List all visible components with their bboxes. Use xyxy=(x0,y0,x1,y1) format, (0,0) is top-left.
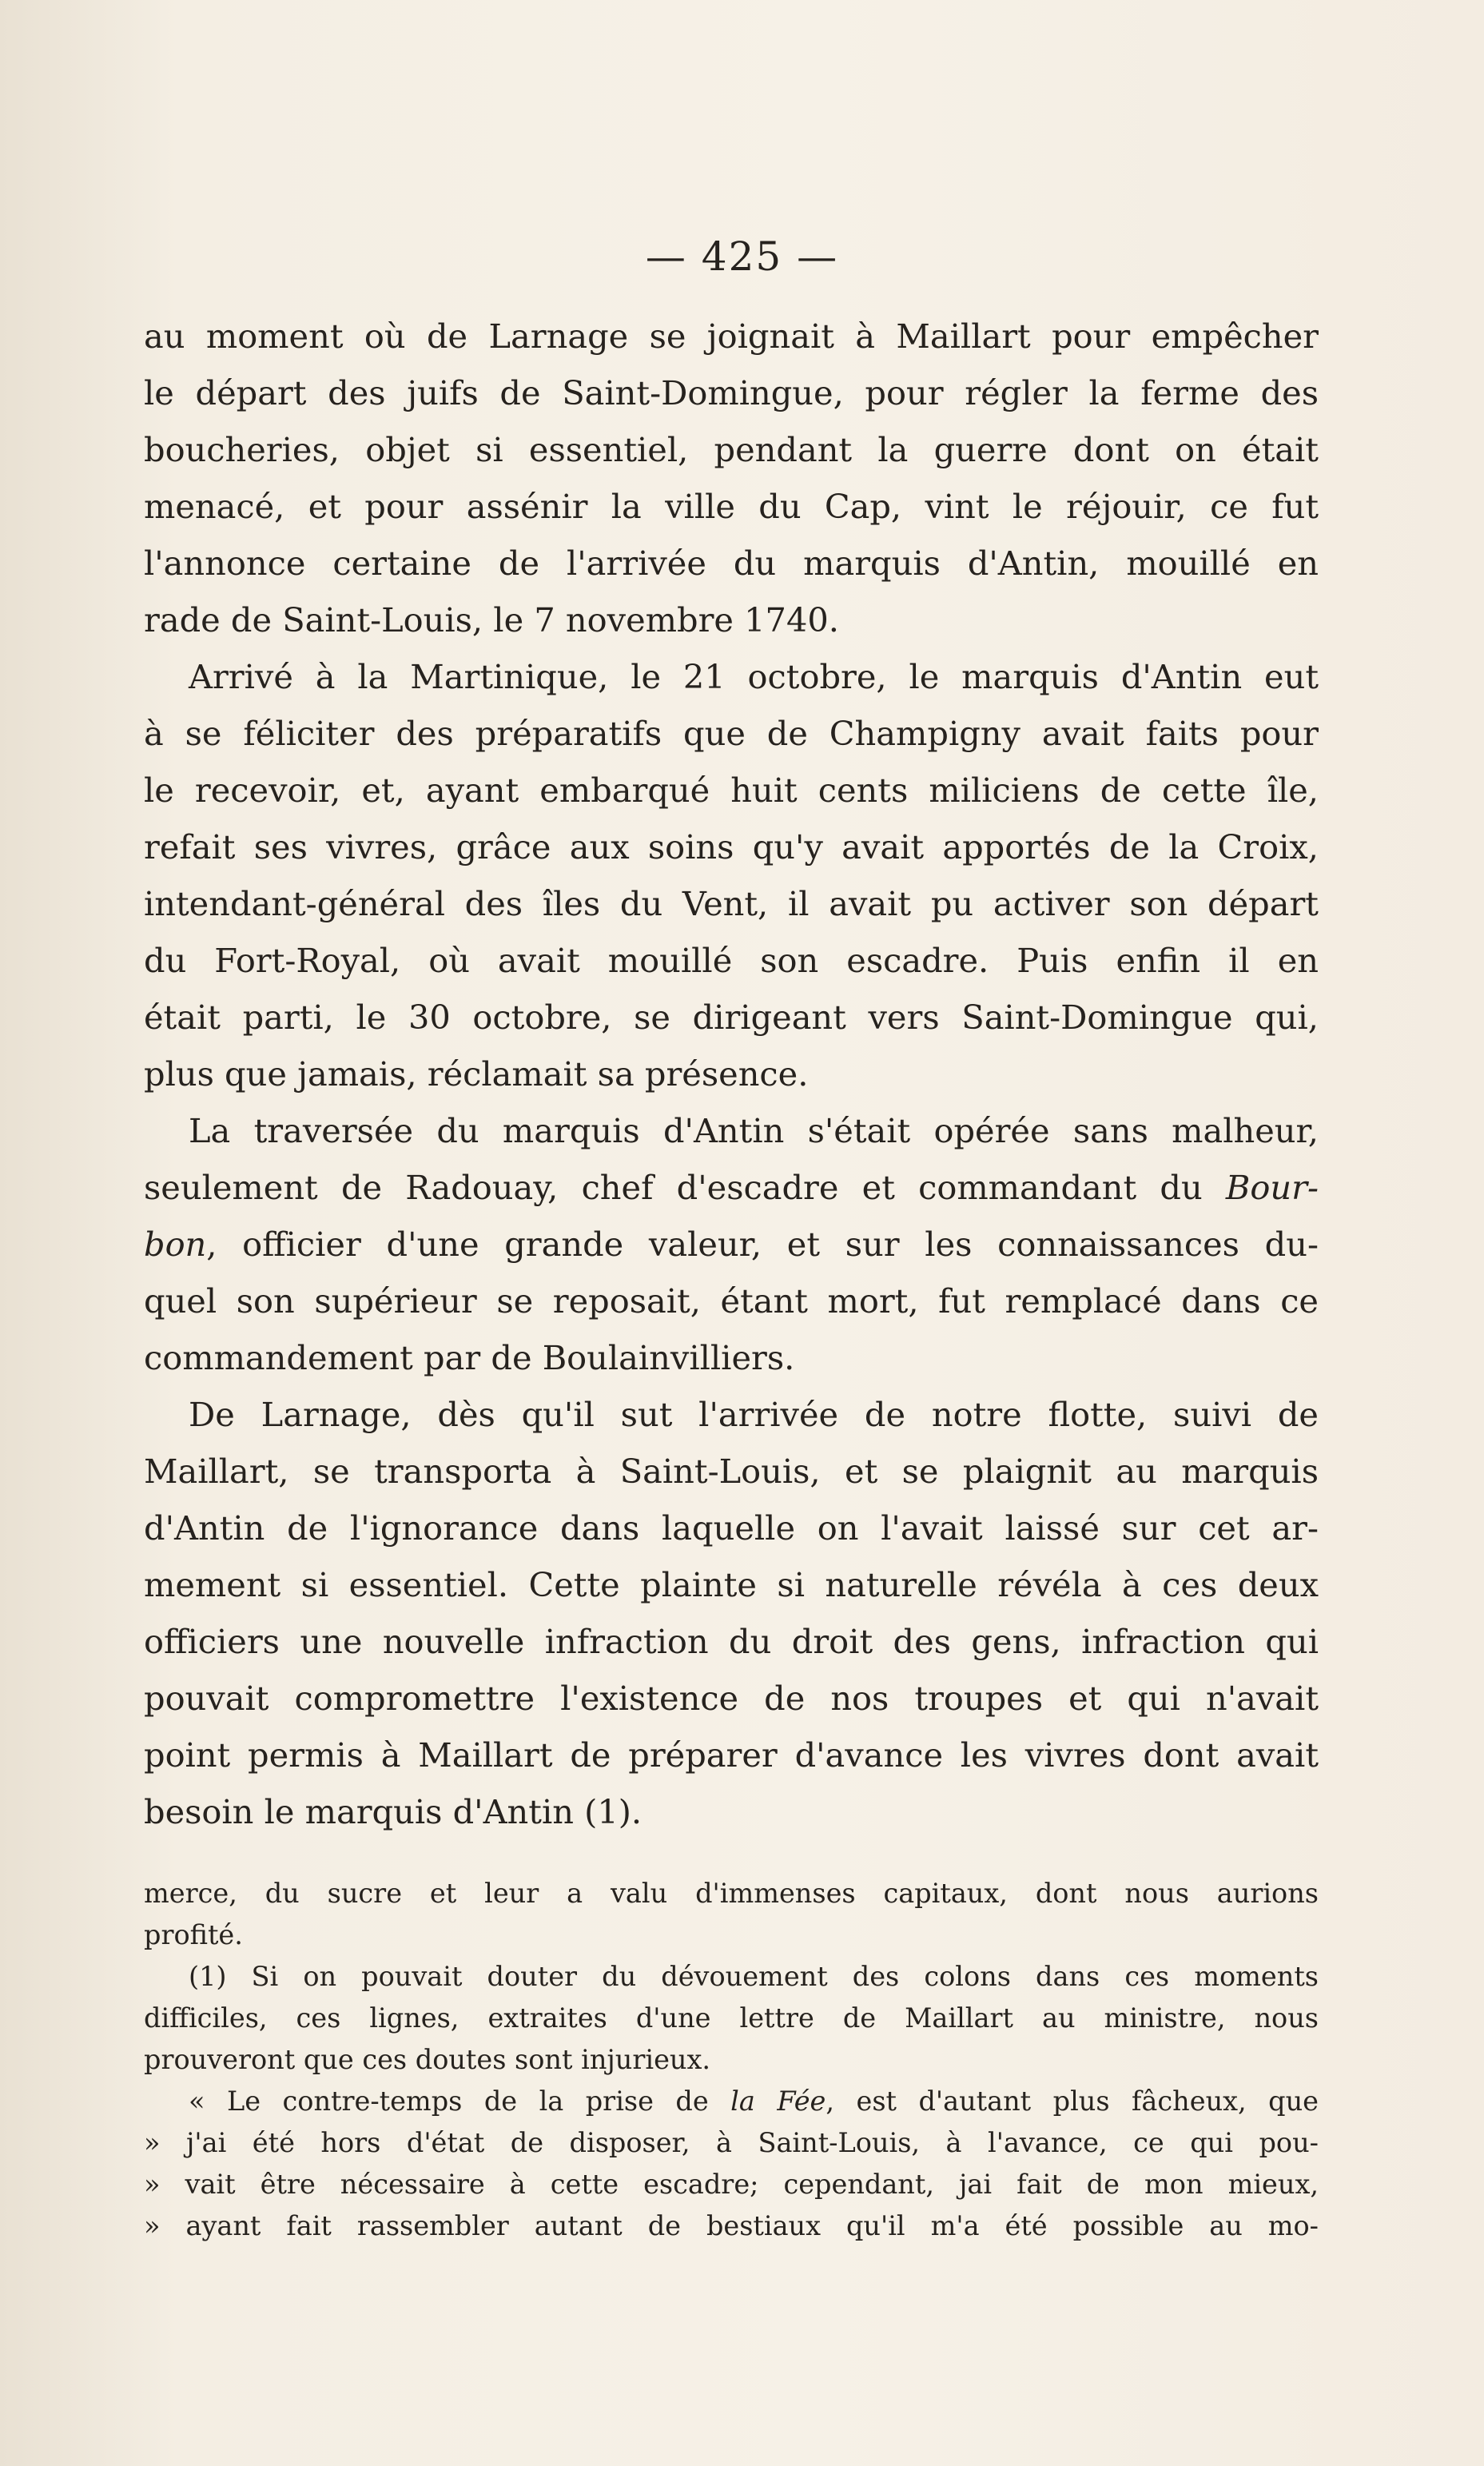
text-line: commandement par de Boulainvilliers. xyxy=(144,1338,795,1377)
text-line: le départ des juifs de Saint-Domingue, pour régler la ferme des xyxy=(144,373,1319,412)
text-line: Maillart, se transporta à Saint-Louis, et se plaignit au marquis xyxy=(144,1452,1319,1491)
text-line: La traversée du marquis d'Antin s'était opérée sans malheur, xyxy=(189,1111,1319,1150)
main-text xyxy=(144,308,1319,1840)
text-line: était parti, le 30 octobre, se dirigeant vers Saint-Domingue qui, xyxy=(144,998,1319,1037)
paragraph-2 xyxy=(144,648,1319,1102)
footnote-line: merce, du sucre et leur a valu d'immenses capitaux, dont nous aurions xyxy=(144,1878,1319,1909)
footnote-line: profité. xyxy=(144,1919,243,1950)
text-line: le recevoir, et, ayant embarqué huit cents miliciens de cette île, xyxy=(144,771,1319,810)
footnote-line: (1) Si on pouvait douter du dévouement des colons dans ces moments xyxy=(189,1961,1319,1992)
text-line: De Larnage, dès qu'il sut l'arrivée de notre flotte, suivi de xyxy=(189,1395,1319,1434)
text-line: Arrivé à la Martinique, le 21 octobre, le marquis d'Antin eut xyxy=(189,657,1319,696)
text-line: plus que jamais, réclamait sa présence. xyxy=(144,1054,809,1094)
text-segment: , officier d'une grande valeur, et sur les connaissances du- xyxy=(206,1225,1319,1264)
text-line: au moment où de Larnage se joignait à Maillart pour empêcher xyxy=(144,317,1319,356)
footnote-line: prouveront que ces doutes sont injurieux. xyxy=(144,2044,711,2075)
paragraph-4 xyxy=(144,1386,1319,1840)
text-line: mement si essentiel. Cette plainte si naturelle révéla à ces deux xyxy=(144,1565,1319,1604)
text-line: refait ses vivres, grâce aux soins qu'y avait apportés de la Croix, xyxy=(144,827,1319,866)
text-line: point permis à Maillart de préparer d'avance les vivres dont avait xyxy=(144,1735,1319,1775)
text-segment: seulement de Radouay, chef d'escadre et commandant du xyxy=(144,1168,1226,1207)
quote-segment: « Le contre-temps de la prise de xyxy=(189,2086,731,2117)
footnote-line: difficiles, ces lignes, extraites d'une lettre de Maillart au ministre, nous xyxy=(144,2002,1319,2034)
footnote-line: » j'ai été hors d'état de disposer, à Saint-Louis, à l'avance, ce qui pou- xyxy=(144,2127,1319,2158)
ship-name-italic: la Fée xyxy=(730,2086,826,2117)
text-line: intendant-général des îles du Vent, il avait pu activer son départ xyxy=(144,884,1319,923)
text-line: d'Antin de l'ignorance dans laquelle on l'avait laissé sur cet ar- xyxy=(144,1508,1319,1548)
text-line: menacé, et pour assénir la ville du Cap, vint le réjouir, ce fut xyxy=(144,487,1319,526)
footnote-line xyxy=(144,2081,1319,2122)
text-line: besoin le marquis d'Antin (1). xyxy=(144,1792,643,1831)
paragraph-1 xyxy=(144,308,1319,648)
paragraph-3 xyxy=(144,1102,1319,1386)
ship-name-italic: Bour- xyxy=(1225,1168,1319,1207)
footnote-line: » ayant fait rassembler autant de bestiaux qu'il m'a été possible au mo- xyxy=(144,2210,1319,2241)
text-line: du Fort-Royal, où avait mouillé son escadre. Puis enfin il en xyxy=(144,941,1319,980)
text-line xyxy=(144,1216,1319,1273)
text-line: à se féliciter des préparatifs que de Champigny avait faits pour xyxy=(144,714,1319,753)
text-line: l'annonce certaine de l'arrivée du marquis d'Antin, mouillé en xyxy=(144,544,1319,583)
footnote-line: » vait être nécessaire à cette escadre; cependant, jai fait de mon mieux, xyxy=(144,2169,1319,2200)
text-line: quel son supérieur se reposait, étant mort, fut remplacé dans ce xyxy=(144,1281,1319,1321)
quote-segment: , est d'autant plus fâcheux, que xyxy=(826,2086,1319,2117)
text-line: rade de Saint-Louis, le 7 novembre 1740. xyxy=(144,600,839,639)
text-line: pouvait compromettre l'existence de nos troupes et qui n'avait xyxy=(144,1679,1319,1718)
page-number: — 425 — xyxy=(645,233,839,280)
text-line: officiers une nouvelle infraction du droit des gens, infraction qui xyxy=(144,1622,1319,1661)
text-line: boucheries, objet si essentiel, pendant la guerre dont on était xyxy=(144,430,1319,469)
text-line xyxy=(144,1159,1319,1216)
ship-name-italic: bon xyxy=(144,1225,207,1264)
footnotes xyxy=(144,1873,1319,2247)
